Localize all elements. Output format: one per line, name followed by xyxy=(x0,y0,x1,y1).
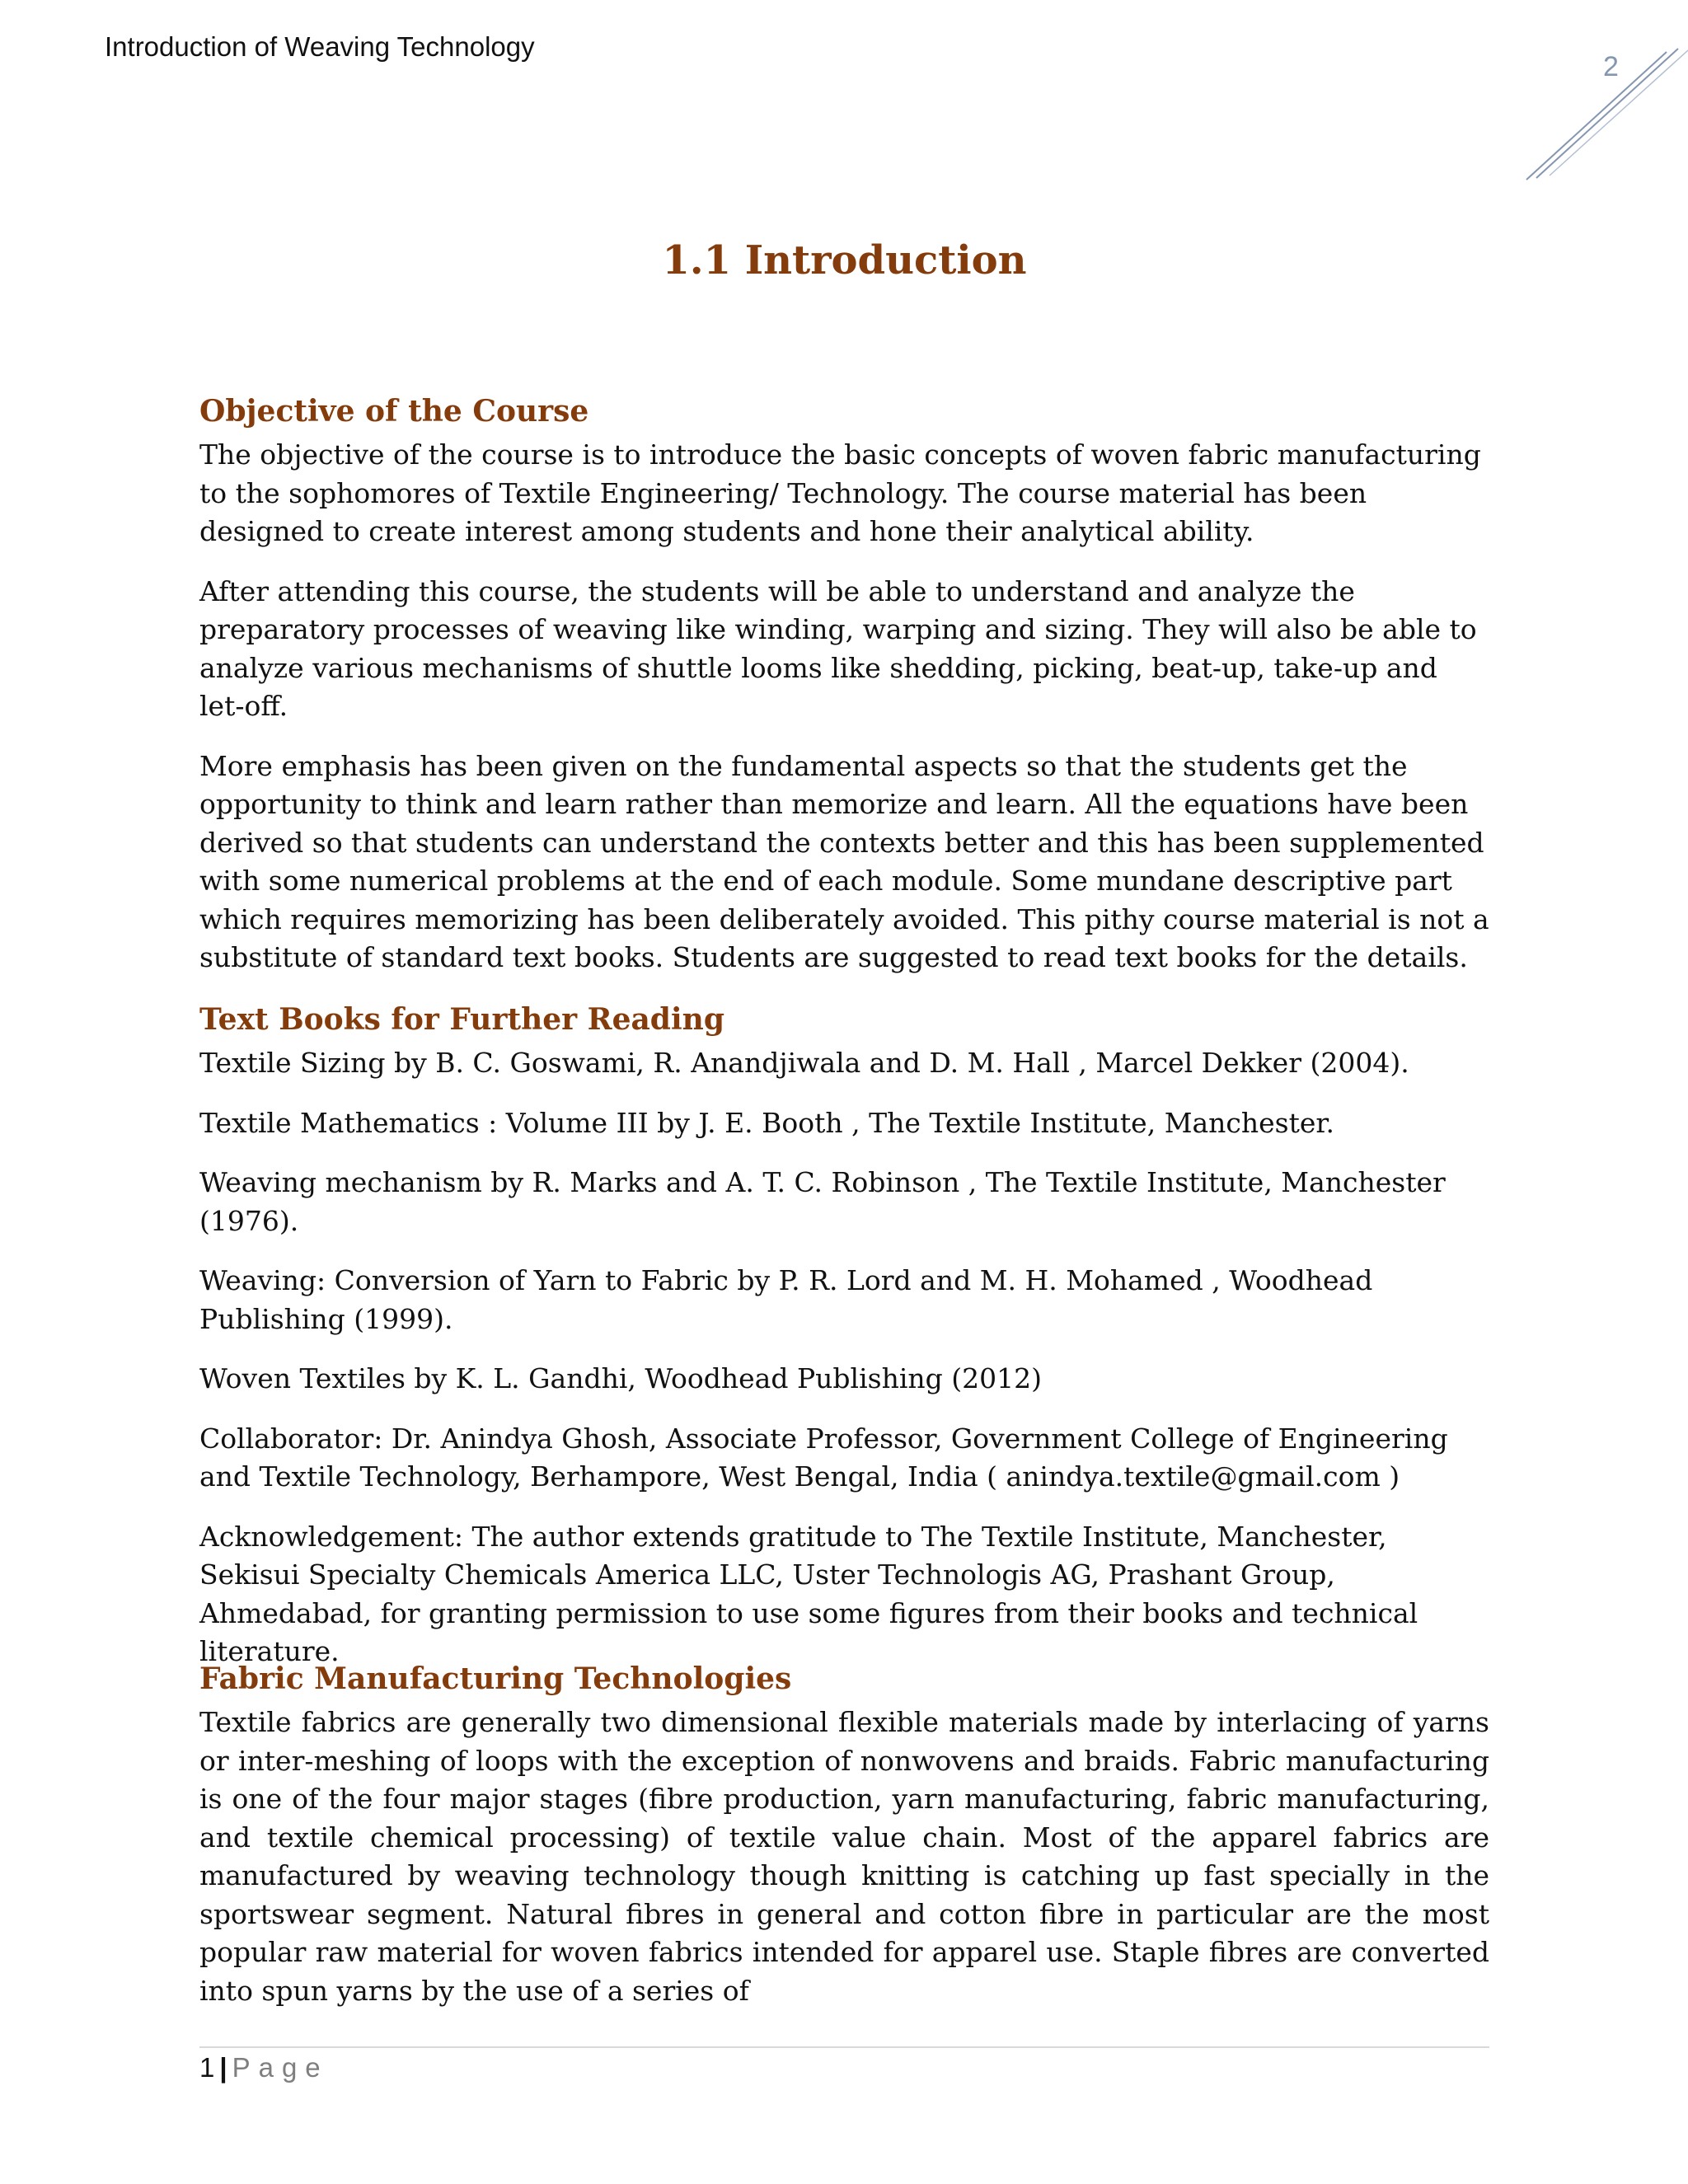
fabric-paragraph: Textile fabrics are generally two dimensional flexible materials made by interlacing of yarns or inter-meshing of loops with the exception of nonwovens and braids. Fabric manufacturing is one of the four major stages (fibre production, yarn manufacturing, fabric manufacturing, and textile chemical processing) of textile value chain. Most of the apparel fabrics are manufactured by weaving technology though knitting is catching up fast specially in the sportswear segment. Natural fibres in general and cotton fibre in particular are the most popular raw material for woven fabrics intended for apparel use. Staple fibres are converted into spun yarns by the use of a series of xyxy=(199,1706,1489,2007)
footer-separator: | xyxy=(219,2052,227,2083)
objective-paragraph-2: After attending this course, the students will be able to understand and analyze the preparatory processes of weaving like winding, warping and sizing. They will also be able to analyze various mechanisms of shuttle looms like shedding, picking, beat-up, take-up and let-off. xyxy=(199,574,1477,722)
header-page-number: 2 xyxy=(1603,51,1619,82)
textbook-item: Textile Sizing by B. C. Goswami, R. Anandjiwala and D. M. Hall , Marcel Dekker (2004). xyxy=(199,1047,1409,1079)
fabric-heading: Fabric Manufacturing Technologies xyxy=(199,1661,792,1696)
objective-paragraph-1: The objective of the course is to introduce the basic concepts of woven fabric manufacturing to the sophomores of Textile Engineering/ Technology. The course material has been designed to create interest among students and hone their analytical ability. xyxy=(199,438,1481,547)
footer-page-number: 1 xyxy=(199,2052,215,2083)
fabric-section xyxy=(199,1659,1489,2032)
acknowledgement-note: Acknowledgement: The author extends gratitude to The Textile Institute, Manchester, Sekisui Specialty Chemicals America LLC, Uster Technologis AG, Prashant Group, Ahmedabad, for granting permission to use some figures from their books and technical literature. xyxy=(199,1520,1418,1667)
chapter-title: 1.1 Introduction xyxy=(662,237,1027,284)
textbook-item: Weaving: Conversion of Yarn to Fabric by P. R. Lord and M. H. Mohamed , Woodhead Publishing (1999). xyxy=(199,1264,1373,1335)
corner-decoration xyxy=(1525,45,1688,185)
footer-page-word: Page xyxy=(232,2052,329,2083)
textbook-item: Textile Mathematics : Volume III by J. E. Booth , The Textile Institute, Manchester. xyxy=(199,1106,1335,1139)
running-header-title: Introduction of Weaving Technology xyxy=(105,31,535,62)
footer-divider xyxy=(199,2046,1489,2048)
page-footer xyxy=(199,2052,329,2083)
textbooks-section xyxy=(199,1000,1489,1693)
objective-paragraph-3: More emphasis has been given on the fundamental aspects so that the students get the opportunity to think and learn rather than memorize and learn. All the equations have been derived so that students can understand the contexts better and this has been supplemented with some numerical problems at the end of each module. Some mundane descriptive part which requires memorizing has been deliberately avoided. This pithy course material is not a substitute of standard text books. Students are suggested to read text books for the details. xyxy=(199,749,1489,973)
textbook-item: Woven Textiles by K. L. Gandhi, Woodhead Publishing (2012) xyxy=(199,1362,1043,1394)
textbooks-heading: Text Books for Further Reading xyxy=(199,1002,724,1037)
objective-section xyxy=(199,391,1489,999)
textbook-item: Weaving mechanism by R. Marks and A. T. C. Robinson , The Textile Institute, Manchester (1976). xyxy=(199,1166,1446,1237)
collaborator-note: Collaborator: Dr. Anindya Ghosh, Associate Professor, Government College of Engineering and Textile Technology, Berhampore, West Bengal, India ( anindya.textile@gmail.com ) xyxy=(199,1422,1448,1493)
objective-heading: Objective of the Course xyxy=(199,394,589,429)
